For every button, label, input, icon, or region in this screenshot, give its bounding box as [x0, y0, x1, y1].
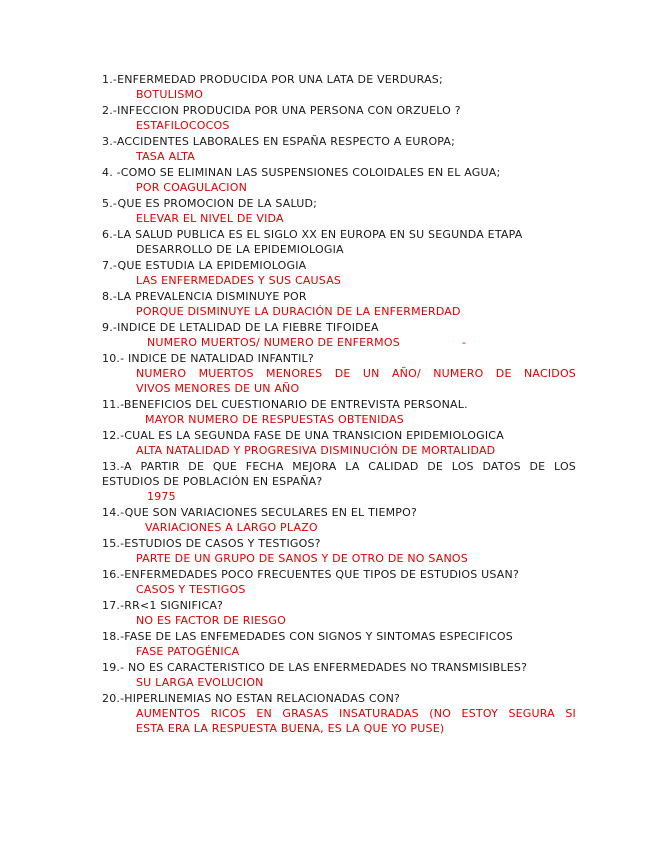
- answer-7: LAS ENFERMEDADES Y SUS CAUSAS: [136, 274, 342, 287]
- answer-13: 1975: [147, 490, 176, 503]
- answer-14: VARIACIONES A LARGO PLAZO: [145, 521, 318, 534]
- answer-1: BOTULISMO: [136, 88, 204, 101]
- answer-17: NO ES FACTOR DE RIESGO: [136, 614, 286, 627]
- question-9: 9.-INDICE DE LETALIDAD DE LA FIEBRE TIFOIDEA: [102, 321, 379, 334]
- answer-10: NUMERO MUERTOS MENORES DE UN AÑO/ NUMERO DE NACIDOS: [136, 367, 576, 380]
- answer-18: FASE PATOGÉNICA: [136, 645, 240, 658]
- question-15: 15.-ESTUDIOS DE CASOS Y TESTIGOS?: [102, 537, 321, 550]
- answer-15: PARTE DE UN GRUPO DE SANOS Y DE OTRO DE NO SANOS: [136, 552, 468, 565]
- question-8: 8.-LA PREVALENCIA DISMINUYE POR: [102, 290, 307, 303]
- answer-8: PORQUE DISMINUYE LA DURACIÓN DE LA ENFERMERDAD: [136, 305, 461, 318]
- answer-10-continuation: VIVOS MENORES DE UN AÑO: [136, 382, 300, 395]
- question-14: 14.-QUE SON VARIACIONES SECULARES EN EL TIEMPO?: [102, 506, 418, 519]
- question-13-continuation: ESTUDIOS DE POBLACIÓN EN ESPAÑA?: [102, 475, 323, 488]
- question-13: 13.-A PARTIR DE QUE FECHA MEJORA LA CALIDAD DE LOS DATOS DE LOS: [102, 460, 576, 473]
- question-6: 6.-LA SALUD PUBLICA ES EL SIGLO XX EN EUROPA EN SU SEGUNDA ETAPA: [102, 228, 523, 241]
- question-3: 3.-ACCIDENTES LABORALES EN ESPAÑA RESPECTO A EUROPA;: [102, 135, 456, 148]
- question-2: 2.-INFECCION PRODUCIDA POR UNA PERSONA CON ORZUELO ?: [102, 104, 461, 117]
- question-12: 12.-CUAL ES LA SEGUNDA FASE DE UNA TRANSICION EPIDEMIOLOGICA: [102, 429, 504, 442]
- answer-4: POR COAGULACION: [136, 181, 248, 194]
- answer-20: AUMENTOS RICOS EN GRASAS INSATURADAS (NO ESTOY SEGURA SI: [136, 707, 576, 720]
- answer-19: SU LARGA EVOLUCION: [136, 676, 264, 689]
- answer-9-tail: -: [462, 336, 467, 349]
- question-10: 10.- INDICE DE NATALIDAD INFANTIL?: [102, 352, 314, 365]
- question-17: 17.-RR<1 SIGNIFICA?: [102, 599, 224, 612]
- question-5: 5.-QUE ES PROMOCION DE LA SALUD;: [102, 197, 318, 210]
- question-16: 16.-ENFERMEDADES POCO FRECUENTES QUE TIPOS DE ESTUDIOS USAN?: [102, 568, 520, 581]
- answer-9: NUMERO MUERTOS/ NUMERO DE ENFERMOS: [147, 336, 400, 349]
- question-7: 7.-QUE ESTUDIA LA EPIDEMIOLOGIA: [102, 259, 307, 272]
- question-20: 20.-HIPERLINEMIAS NO ESTAN RELACIONADAS CON?: [102, 692, 401, 705]
- question-18: 18.-FASE DE LAS ENFEMEDADES CON SIGNOS Y SINTOMAS ESPECIFICOS: [102, 630, 513, 643]
- answer-12: ALTA NATALIDAD Y PROGRESIVA DISMINUCIÓN DE MORTALIDAD: [136, 444, 496, 457]
- question-4: 4. -COMO SE ELIMINAN LAS SUSPENSIONES COLOIDALES EN EL AGUA;: [102, 166, 501, 179]
- answer-11: MAYOR NUMERO DE RESPUESTAS OBTENIDAS: [145, 413, 404, 426]
- question-6-continuation: DESARROLLO DE LA EPIDEMIOLOGIA: [136, 243, 344, 256]
- answer-3: TASA ALTA: [136, 150, 195, 163]
- question-11: 11.-BENEFICIOS DEL CUESTIONARIO DE ENTREVISTA PERSONAL.: [102, 398, 468, 411]
- question-19: 19.- NO ES CARACTERISTICO DE LAS ENFERMEDADES NO TRANSMISIBLES?: [102, 661, 528, 674]
- answer-5: ELEVAR EL NIVEL DE VIDA: [136, 212, 284, 225]
- answer-16: CASOS Y TESTIGOS: [136, 583, 246, 596]
- question-1: 1.-ENFERMEDAD PRODUCIDA POR UNA LATA DE VERDURAS;: [102, 73, 443, 86]
- answer-20-continuation: ESTA ERA LA RESPUESTA BUENA, ES LA QUE YO PUSE): [136, 722, 445, 735]
- answer-2: ESTAFILOCOCOS: [136, 119, 230, 132]
